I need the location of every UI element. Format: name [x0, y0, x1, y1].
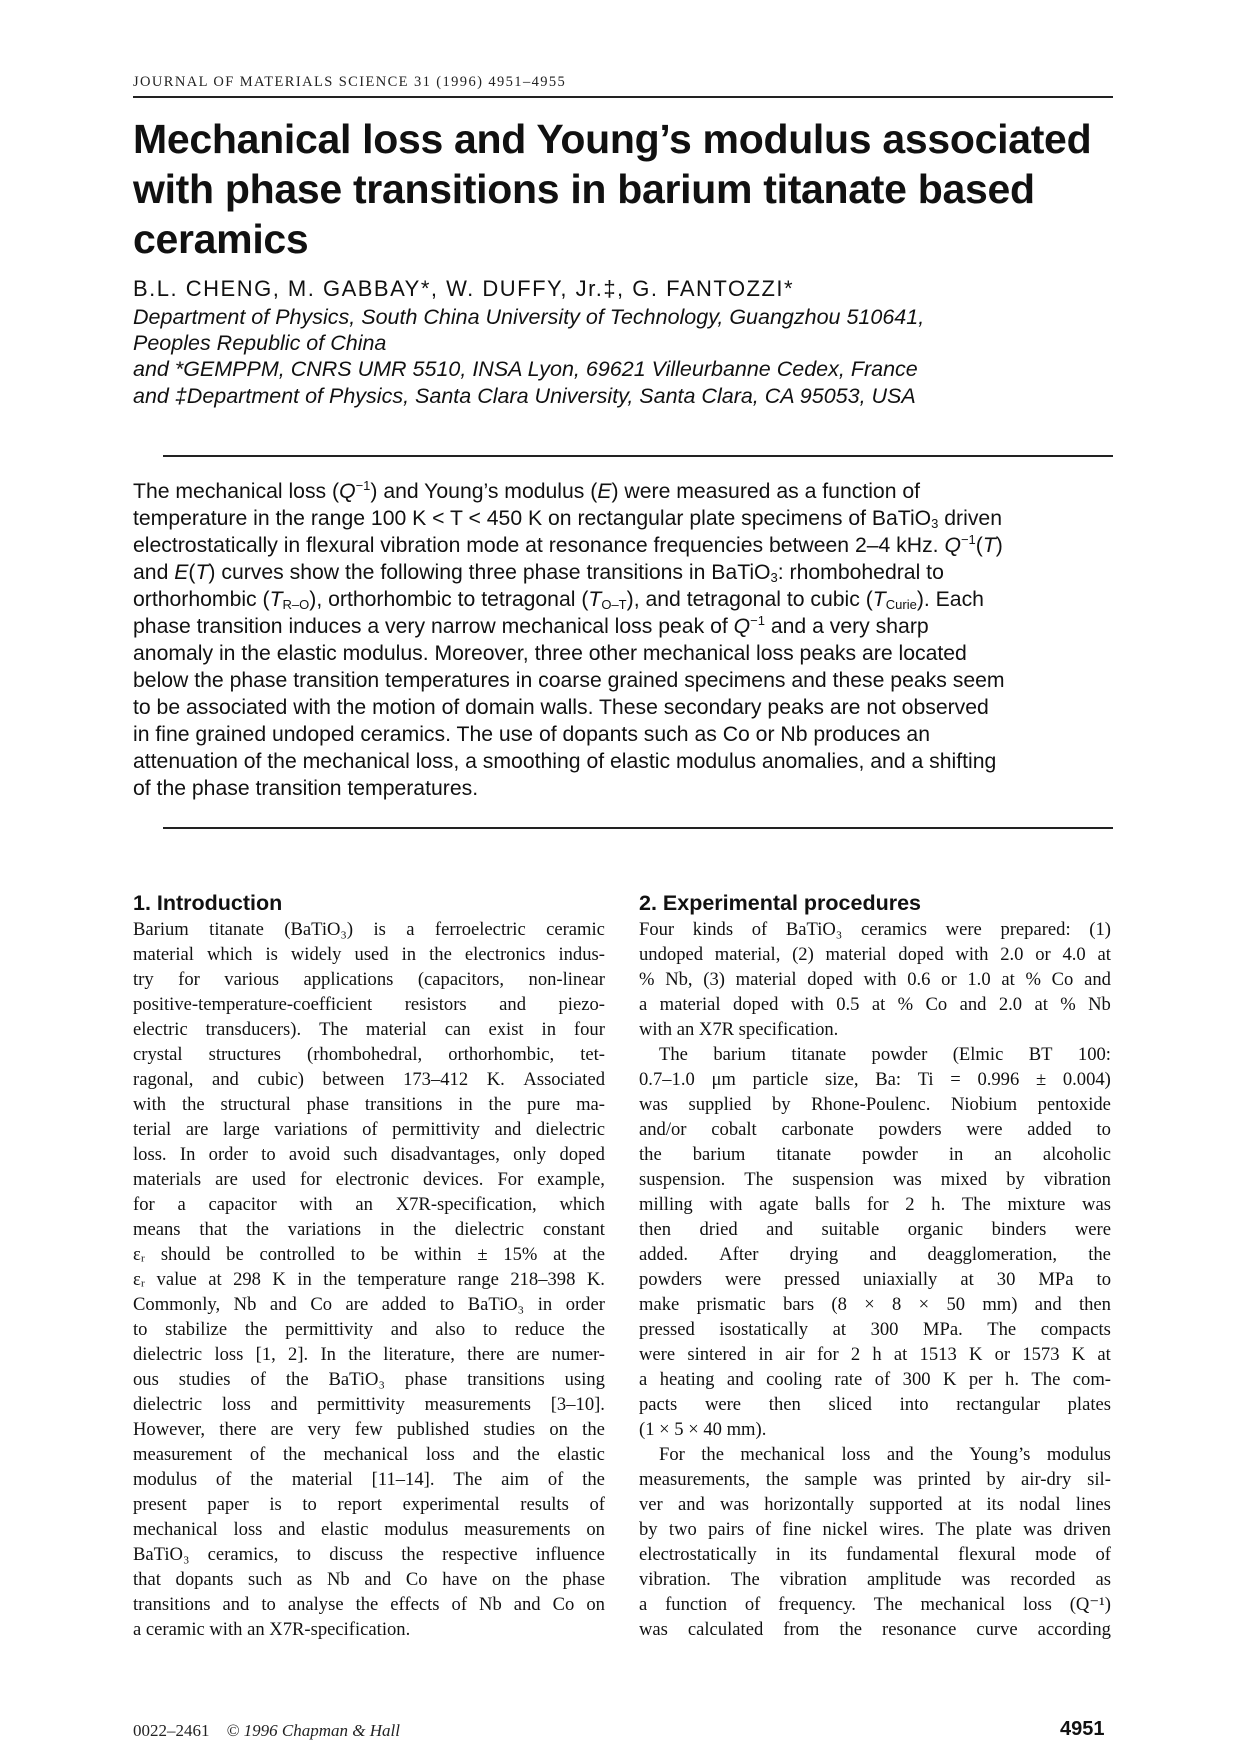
- text-line: BaTiO₃ ceramics, to discuss the respective influence: [133, 1544, 605, 1565]
- text-line: milling with agate balls for 2 h. The mixture was: [639, 1194, 1111, 1215]
- text-line: % Nb, (3) material doped with 0.6 or 1.0 at % Co and: [639, 969, 1111, 990]
- text-line: εᵣ value at 298 K in the temperature range 218–398 K.: [133, 1269, 605, 1290]
- text-line: pacts were then sliced into rectangular plates: [639, 1394, 1111, 1415]
- text-line: to stabilize the permittivity and also to reduce the: [133, 1319, 605, 1340]
- abstract-line: orthorhombic $(T_{R-O})$, orthorhombic to tetragonal $(T_{O-T})$, and tetragonal to cubic $(T_{Curie})$. Each: [133, 588, 984, 612]
- abstract-line: attenuation of the mechanical loss, a smoothing of elastic modulus anomalies, and a shifting: [133, 750, 997, 773]
- running-head: JOURNAL OF MATERIALS SCIENCE 31 (1996) 4951–4955: [133, 74, 567, 90]
- text-line: Four kinds of BaTiO₃ ceramics were prepared: (1): [639, 919, 1111, 940]
- journal-code: 0022–2461: [133, 1721, 210, 1740]
- title-line: ceramics: [133, 216, 309, 262]
- text-line: terial are large variations of permittivity and dielectric: [133, 1119, 605, 1140]
- text-line: ver and was horizontally supported at its nodal lines: [639, 1494, 1111, 1515]
- text-line: εᵣ should be controlled to be within ± 15% at the: [133, 1244, 605, 1265]
- text-line: modulus of the material [11–14]. The aim of the: [133, 1469, 605, 1490]
- text-line: undoped material, (2) material doped with 2.0 or 4.0 at: [639, 944, 1111, 965]
- abstract-line: to be associated with the motion of domain walls. These secondary peaks are not observed: [133, 696, 989, 719]
- title-line: Mechanical loss and Young’s modulus associated: [133, 116, 1092, 162]
- text-line: was calculated from the resonance curve according: [639, 1619, 1111, 1640]
- text-line: try for various applications (capacitors, non-linear: [133, 969, 605, 990]
- introduction-text: [133, 917, 605, 1642]
- introduction-section: [133, 889, 605, 1642]
- text-line: with an X7R specification.: [639, 1019, 839, 1040]
- text-line: crystal structures (rhombohedral, orthorhombic, tet-: [133, 1044, 605, 1065]
- text-line: ragonal, and cubic) between 173–412 K. Associated: [133, 1069, 605, 1090]
- experimental-section: [639, 889, 1111, 1642]
- experimental-text: [639, 917, 1111, 1642]
- text-line: suspension. The suspension was mixed by vibration: [639, 1169, 1111, 1190]
- text-line: the barium titanate powder in an alcoholic: [639, 1144, 1111, 1165]
- affiliation-line: Department of Physics, South China University of Technology, Guangzhou 510641,: [133, 305, 925, 329]
- abstract-line: of the phase transition temperatures.: [133, 777, 479, 800]
- text-line: dielectric loss and permittivity measurements [3–10].: [133, 1394, 605, 1415]
- text-line: vibration. The vibration amplitude was recorded as: [639, 1569, 1111, 1590]
- text-line: make prismatic bars (8 × 8 × 50 mm) and then: [639, 1294, 1111, 1315]
- abstract-line: temperature in the range 100 K < T < 450 K on rectangular plate specimens of BaTiO$_3$ driven: [133, 507, 1002, 531]
- text-line: a function of frequency. The mechanical loss (Q⁻¹): [639, 1594, 1111, 1615]
- text-line: present paper is to report experimental results of: [133, 1494, 605, 1515]
- text-line: and/or cobalt carbonate powders were added to: [639, 1119, 1111, 1140]
- copyright-notice: © 1996 Chapman & Hall: [226, 1721, 400, 1740]
- abstract-top-rule: [163, 455, 1113, 457]
- header-rule: [133, 96, 1113, 98]
- text-line: a ceramic with an X7R-specification.: [133, 1619, 411, 1640]
- text-line: that dopants such as Nb and Co have on the phase: [133, 1569, 605, 1590]
- page-number: 4951: [1060, 1718, 1105, 1740]
- abstract-line: The mechanical loss $(Q^{-1})$ and Young’s modulus (E) were measured as a function of: [133, 478, 921, 503]
- text-line: electrostatically in its fundamental flexural mode of: [639, 1544, 1111, 1565]
- footer-copyright: [133, 1721, 400, 1741]
- text-line: measurements, the sample was printed by air-dry sil-: [639, 1469, 1111, 1490]
- abstract-line: below the phase transition temperatures in coarse grained specimens and these peaks seem: [133, 669, 1005, 692]
- section-heading: 2. Experimental procedures: [639, 891, 921, 915]
- affiliation-line: and *GEMPPM, CNRS UMR 5510, INSA Lyon, 69621 Villeurbanne Cedex, France: [133, 357, 918, 382]
- abstract-line: phase transition induces a very narrow mechanical loss peak of $Q^{-1}$ and a very sharp: [133, 613, 929, 638]
- text-line: measurement of the mechanical loss and the elastic: [133, 1444, 605, 1465]
- text-line: The barium titanate powder (Elmic BT 100:: [659, 1044, 1111, 1065]
- text-line: loss. In order to avoid such disadvantages, only doped: [133, 1144, 605, 1165]
- abstract-line: and E(T) curves show the following three phase transitions in BaTiO$_3$: rhombohedral to: [133, 561, 944, 585]
- abstract-bottom-rule: [163, 827, 1113, 829]
- text-line: pressed isostatically at 300 MPa. The compacts: [639, 1319, 1111, 1340]
- text-line: by two pairs of fine nickel wires. The plate was driven: [639, 1519, 1111, 1540]
- text-line: means that the variations in the dielectric constant: [133, 1219, 605, 1240]
- text-line: 0.7–1.0 μm particle size, Ba: Ti = 0.996 ± 0.004): [639, 1069, 1111, 1090]
- text-line: for a capacitor with an X7R-specification, which: [133, 1194, 605, 1215]
- affiliation-line: and ‡Department of Physics, Santa Clara University, Santa Clara, CA 95053, USA: [133, 383, 916, 408]
- text-line: with the structural phase transitions in the pure ma-: [133, 1094, 605, 1115]
- text-line: a heating and cooling rate of 300 K per h. The com-: [639, 1369, 1111, 1390]
- text-line: added. After drying and deagglomeration, the: [639, 1244, 1111, 1265]
- text-line: However, there are very few published studies on the: [133, 1419, 605, 1440]
- abstract-line: anomaly in the elastic modulus. Moreover, three other mechanical loss peaks are located: [133, 642, 967, 665]
- text-line: materials are used for electronic devices. For example,: [133, 1169, 605, 1190]
- title-line: with phase transitions in barium titanate based: [133, 166, 1035, 212]
- text-line: For the mechanical loss and the Young’s modulus: [659, 1444, 1111, 1465]
- text-line: powders were pressed uniaxially at 30 MPa to: [639, 1269, 1111, 1290]
- paper-title: [133, 114, 1133, 264]
- text-line: was supplied by Rhone-Poulenc. Niobium pentoxide: [639, 1094, 1111, 1115]
- abstract: [133, 478, 1113, 802]
- author-list: B.L. CHENG, M. GABBAY*, W. DUFFY, Jr.‡, G. FANTOZZI*: [133, 276, 795, 301]
- text-line: (1 × 5 × 40 mm).: [639, 1419, 767, 1440]
- text-line: transitions and to analyse the effects of Nb and Co on: [133, 1594, 605, 1615]
- text-line: material which is widely used in the electronics indus-: [133, 944, 605, 965]
- text-line: then dried and suitable organic binders were: [639, 1219, 1111, 1240]
- abstract-line: electrostatically in flexural vibration mode at resonance frequencies between 2–4 kHz. $Q^{-1}(T)$: [133, 532, 1003, 557]
- text-line: electric transducers). The material can exist in four: [133, 1019, 605, 1040]
- text-line: Commonly, Nb and Co are added to BaTiO₃ in order: [133, 1294, 605, 1315]
- text-line: mechanical loss and elastic modulus measurements on: [133, 1519, 605, 1540]
- abstract-line: in fine grained undoped ceramics. The use of dopants such as Co or Nb produces an: [133, 723, 930, 746]
- text-line: dielectric loss [1, 2]. In the literature, there are numer-: [133, 1344, 605, 1365]
- affiliation-line: Peoples Republic of China: [133, 331, 387, 356]
- text-line: a material doped with 0.5 at % Co and 2.0 at % Nb: [639, 994, 1111, 1015]
- text-line: positive-temperature-coefficient resistors and piezo-: [133, 994, 605, 1015]
- text-line: were sintered in air for 2 h at 1513 K or 1573 K at: [639, 1344, 1111, 1365]
- text-line: ous studies of the BaTiO₃ phase transitions using: [133, 1369, 605, 1390]
- affiliations: [133, 304, 1133, 409]
- text-line: Barium titanate (BaTiO₃) is a ferroelectric ceramic: [133, 919, 605, 940]
- section-heading: 1. Introduction: [133, 891, 283, 915]
